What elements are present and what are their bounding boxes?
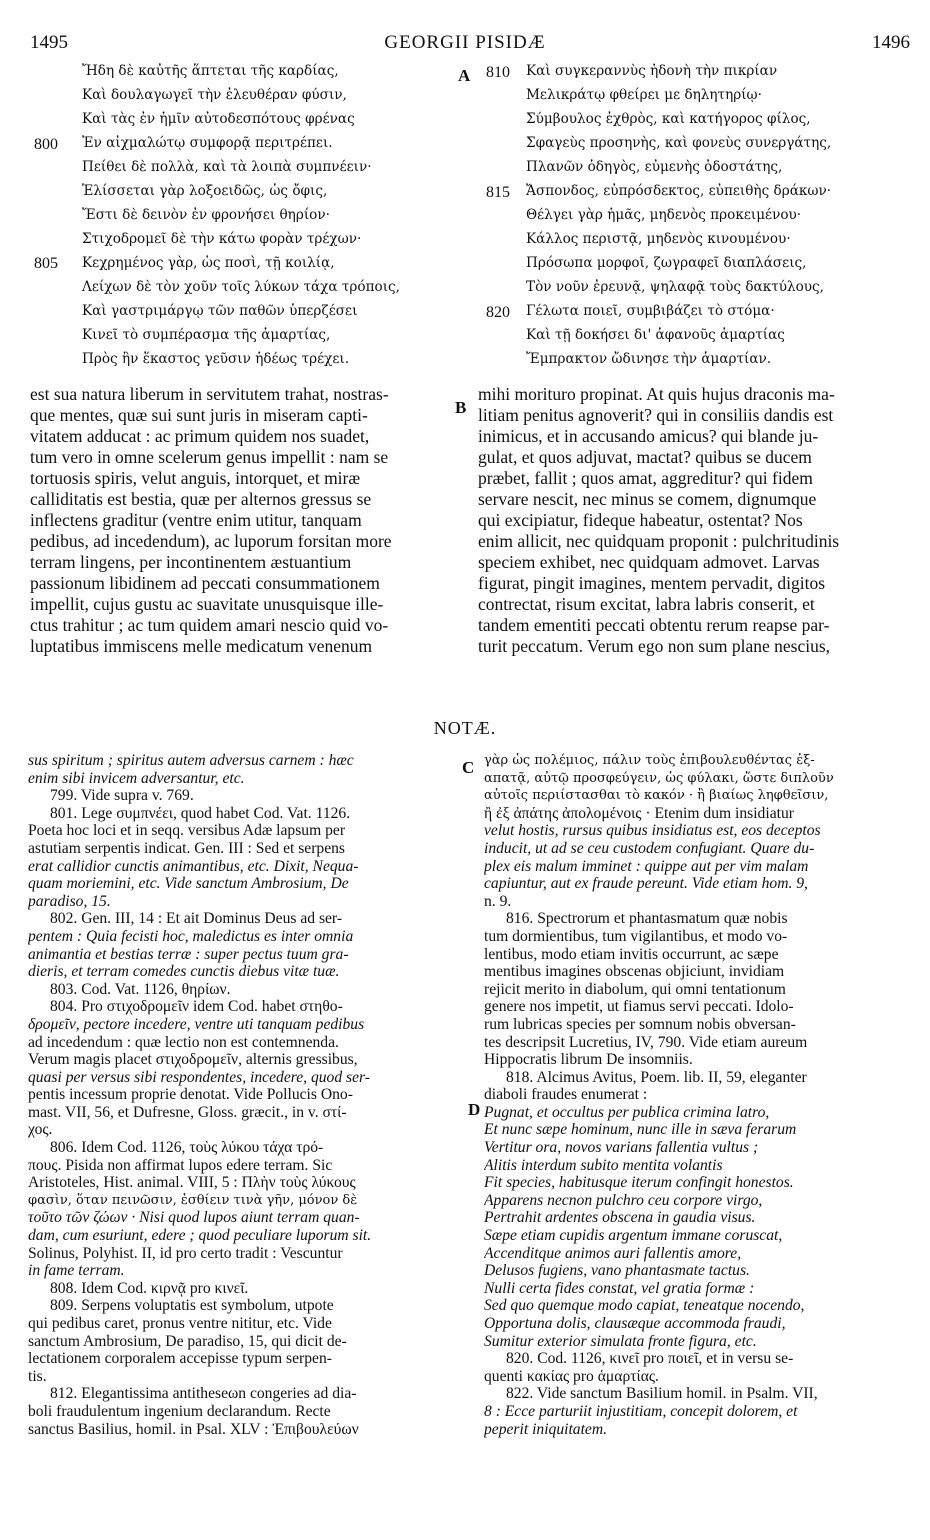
note-line: Poeta hoc loci et in seqq. versibus Adæ lapsum per — [28, 822, 346, 840]
greek-verse-line: Καὶ γαστριμάργῳ τῶν παθῶν ὑπερζέσει — [82, 303, 358, 319]
latin-line: tortuosis spiris, velut anguis, intorquet, et miræ — [30, 468, 361, 488]
greek-verse-line: Σφαγεὺς προσηνὴς, καὶ φονεὺς συνεργάτης, — [526, 135, 832, 151]
greek-verse-line: Ἄσπονδος, εὐπρόσδεκτος, εὐπειθὴς δράκων· — [526, 183, 832, 199]
note-line: Vertitur ora, novos varians fallentia vultus ; — [484, 1139, 759, 1157]
right-page-number: 1496 — [872, 32, 910, 53]
latin-line: turit peccatum. Verum ego non sum plane nescius, — [478, 636, 831, 656]
note-line: Solinus, Polyhist. II, id pro certo tradit : Vescuntur — [28, 1244, 343, 1262]
note-line: quenti κακίας pro ἁμαρτίας. — [484, 1367, 659, 1385]
note-line: 820. Cod. 1126, κινεῖ pro ποιεῖ, et in versu se- — [506, 1350, 794, 1368]
latin-line: tandem ementiti peccati obtentu rerum reapse par- — [478, 615, 830, 635]
latin-line: servare nescit, nec minus se comem, dignumque — [478, 489, 817, 509]
margin-mark-c: C — [462, 758, 475, 777]
note-line: sanctus Basilius, homil. in Psal. XLV : Ἐπιβουλεύων — [28, 1420, 359, 1438]
greek-verse-line: Πρὸς ἣν ἕκαστος γεῦσιν ἡδέως τρέχει. — [82, 351, 350, 367]
latin-line: speciem exhibet, nec quidquam admovet. Larvas — [478, 552, 820, 572]
notes-right-column — [484, 752, 902, 1438]
verse-number-800: 800 — [34, 136, 58, 153]
note-line: 802. Gen. III, 14 : Et ait Dominus Deus ad ser- — [50, 910, 343, 928]
note-line: 799. Vide supra v. 769. — [50, 787, 194, 805]
note-line: γὰρ ὡς πολέμιος, πάλιν τοὺς ἐπιβουλευθέντας ἐξ- — [484, 753, 815, 768]
latin-line: enim allicit, nec quidquam proponit : pulchritudinis — [478, 531, 840, 551]
latin-translation-right — [478, 384, 898, 657]
note-line: Et nunc sæpe hominum, nunc ille in sæva ferarum — [484, 1121, 797, 1139]
note-line: mast. VII, 56, et Dufresne, Gloss. græcit., in v. στί- — [28, 1103, 347, 1121]
note-line: peperit iniquitatem. — [484, 1420, 607, 1438]
note-line: pentem : Quia fecisti hoc, maledictus es inter omnia — [28, 927, 354, 945]
greek-verse-line: Στιχοδρομεῖ δὲ τὴν κάτω φορὰν τρέχων· — [82, 231, 362, 247]
note-line: plex eis malum imminet : quippe aut per vim malam — [484, 857, 809, 875]
greek-verse-line: Καὶ τῇ δοκήσει δι' ἀφανοῦς ἁμαρτίας — [526, 327, 785, 343]
notes-heading: NOTÆ. — [433, 718, 497, 738]
note-line: rejicit merito in diabolum, qui omni tentationum — [484, 980, 786, 998]
note-line: enim sibi invicem adversantur, etc. — [28, 769, 245, 787]
note-line: αὐτοῖς περιίστασθαι τὸ κακόν · ἢ βιαίως ληφθεῖσιν, — [484, 788, 829, 804]
greek-verse-line: Κάλλος περιστᾷ, μηδενὸς κινουμένου· — [526, 231, 791, 247]
note-line: quasi per versus sibi respondentes, incedere, quod ser- — [28, 1068, 370, 1086]
note-line: Opportuna dolis, clausæque accommoda fraudi, — [484, 1315, 786, 1332]
greek-verse-line: Λείχων δὲ τὸν χοῦν τοῖς λύκων τάχα τρόποις, — [82, 279, 400, 295]
latin-line: calliditatis est bestia, quæ per alternos gressus se — [30, 489, 372, 509]
note-line: Fit species, habitusque iterum confingit honestos. — [484, 1174, 794, 1192]
note-line: Pugnat, et occultus per publica crimina latro, — [484, 1103, 770, 1121]
note-line: velut hostis, rursus quibus insidiatus est, eos deceptos — [484, 822, 821, 840]
greek-verse-line: Πείθει δὲ πολλὰ, καὶ τὰ λοιπὰ συμπνέειν· — [82, 159, 372, 175]
note-line: mentibus imagines obscenas objiciunt, invidiam — [484, 963, 785, 981]
latin-line: qui excipiatur, fideque habeatur, ostentat? Nos — [478, 510, 803, 530]
note-line: sus spiritum ; spiritus autem adversus carnem : hæc — [28, 752, 354, 769]
note-line: animantia et bestias terræ : super pectus tuum gra- — [28, 945, 349, 963]
latin-line: litiam penitus agnoverit? qui in consiliis dandis est — [478, 405, 834, 425]
verse-number-805: 805 — [34, 255, 58, 272]
note-line: 808. Idem Cod. κιρνᾷ pro κινεῖ. — [50, 1279, 249, 1297]
note-line: ad incedendum : quæ lectio non est contemnenda. — [28, 1033, 339, 1051]
greek-verse-line: Ἔμπρακτον ὤδινησε τὴν ἁμαρτίαν. — [526, 351, 772, 367]
greek-verse-line: Πρόσωπα μορφοῖ, ζωγραφεῖ διαπλάσεις, — [526, 255, 807, 271]
latin-line: tum vero in omne scelerum genus impellit : nam se — [30, 447, 389, 467]
greek-verse-line: Ἑλίσσεται γὰρ λοξοειδῶς, ὡς ὄφις, — [82, 183, 328, 199]
greek-verse-line: Μελικράτῳ φθείρει με δηλητηρίῳ· — [526, 87, 762, 103]
note-line: Sæpe etiam cupidis argentum immane coruscat, — [484, 1227, 783, 1245]
note-line: Delusos fugiens, vano phantasmate tactus. — [484, 1262, 750, 1280]
latin-line: præbet, fallit ; quos amat, aggreditur? qui fidem — [478, 468, 813, 488]
note-line: 801. Lege συμπνέει, quod habet Cod. Vat. 1126. — [50, 804, 351, 822]
greek-verse-line: Ἐν αἰχμαλώτῳ συμφορᾷ περιτρέπει. — [82, 135, 333, 151]
latin-line: inflectens graditur (ventre enim utitur, tanquam — [30, 510, 362, 530]
greek-verse-line: Πλανῶν ὁδηγὸς, εὐμενὴς ὁδοστάτης, — [526, 159, 783, 175]
latin-line: mihi morituro propinat. At quis hujus draconis ma- — [478, 384, 835, 404]
left-page-number: 1495 — [30, 32, 68, 53]
latin-line: est sua natura liberum in servitutem trahat, nostras- — [30, 384, 389, 404]
margin-mark-a: A — [458, 66, 471, 85]
note-line: Sed quo quemque modo capiat, teneatque nocendo, — [484, 1297, 805, 1315]
note-line: 812. Elegantissima antitheseωn congeries ad dia- — [50, 1385, 357, 1403]
note-line: Hippocratis librum De insomniis. — [484, 1051, 693, 1069]
note-line: 803. Cod. Vat. 1126, θηρίων. — [50, 980, 231, 998]
note-line: 804. Pro στιχοδρομεῖν idem Cod. habet στηθο- — [50, 998, 343, 1016]
latin-line: inimicus, et in accusando amicus? qui blande ju- — [478, 426, 819, 446]
note-line: qui pedibus caret, pronus ventre nititur, etc. Vide — [28, 1315, 332, 1332]
note-line: 822. Vide sanctum Basilium homil. in Psalm. VII, — [506, 1385, 818, 1403]
note-line: Pertrahit ardentes obscena in gaudia visus. — [484, 1209, 756, 1227]
note-line: ἢ ἐξ ἀπάτης ἀπολομένοις · Etenim dum insidiatur — [484, 804, 794, 822]
greek-verse-line: Γέλωτα ποιεῖ, συμβιβάζει τὸ στόμα· — [526, 303, 775, 319]
greek-verse-line: Ἤδη δὲ καὐτῆς ἅπτεται τῆς καρδίας, — [82, 63, 339, 79]
latin-translation-left — [30, 384, 458, 657]
latin-line: ctus trahitur ; ac tum quidem amari nescio quid vo- — [30, 615, 389, 635]
note-line: Alitis interdum subito mentita volantis — [484, 1156, 723, 1174]
note-line: 816. Spectrorum et phantasmatum quæ nobis — [506, 910, 788, 928]
note-line: lentibus, modo etiam invitis occurrunt, ac sæpe — [484, 945, 779, 963]
note-line: Sumitur exterior simulata fronte figura, etc. — [484, 1332, 757, 1350]
verse-number-815: 815 — [486, 184, 510, 201]
margin-mark-d: D — [468, 1100, 481, 1119]
note-line: capiuntur, aut ex fraude pereunt. Vide etiam hom. 9, — [484, 875, 808, 893]
note-line: n. 9. — [484, 892, 512, 910]
latin-line: vitatem adducat : ac primum quidem nos suadet, — [30, 426, 370, 446]
latin-line: figurat, pingit imagines, mentem pervadit, digitos — [478, 573, 826, 593]
verse-number-810: 810 — [486, 64, 510, 81]
note-line: απατᾷ, αὐτῷ προσφεύγειν, ὡς φύλακι, ὥστε διπλοῦν — [484, 770, 834, 786]
note-line: dieris, et terram comedes cunctis diebus vitæ tuæ. — [28, 963, 340, 981]
note-line: paradiso, 15. — [28, 892, 111, 910]
note-line: Nulli certa fides constat, vel gratia formæ : — [484, 1279, 755, 1297]
note-line: boli fraudulentum ingenium declarandum. Recte — [28, 1402, 331, 1420]
latin-line: luptatibus immiscens melle medicatum venenum — [30, 636, 373, 656]
latin-line: pedibus, ad incedendum), ac luporum forsitan more — [30, 531, 392, 551]
latin-line: passionum libidinem ad peccati consummationem — [30, 573, 380, 593]
greek-verse-line: Καὶ συγκεραννὺς ἡδονὴ τὴν πικρίαν — [526, 63, 778, 79]
greek-verse-line: Καὶ δουλαγωγεῖ τὴν ἐλευθέραν φύσιν, — [82, 87, 347, 103]
note-line: dam, cum esuriunt, edere ; quod peculiare luporum sit. — [28, 1227, 372, 1245]
note-line: tum dormientibus, tum vigilantibus, et modo vo- — [484, 927, 788, 945]
note-line: τοῦτο τῶν ζώων · Nisi quod lupos aiunt terram quan- — [28, 1209, 360, 1227]
note-line: lectationem corporalem accepisse typum serpen- — [28, 1350, 332, 1368]
note-line: χος. — [28, 1121, 53, 1139]
note-line: rum lubricas species per somnum nobis obversan- — [484, 1015, 796, 1033]
note-line: 806. Idem Cod. 1126, τοὺς λύκου τάχα τρό- — [50, 1139, 324, 1157]
latin-line: que mentes, quæ sui sunt juris in miseram capti- — [30, 405, 368, 425]
note-line: tis. — [28, 1367, 47, 1385]
verse-number-820: 820 — [486, 304, 510, 321]
note-line: erat callidior cunctis animantibus, etc. Dixit, Nequa- — [28, 857, 359, 875]
note-line: quam moriemini, etc. Vide sanctum Ambrosium, De — [28, 875, 349, 893]
note-line: Accenditque animos auri fallentis amore, — [484, 1244, 742, 1262]
note-line: pentis incessum proprie denotat. Vide Pollucis Ono- — [28, 1086, 353, 1104]
greek-verse-line: Ἔστι δὲ δεινὸν ἐν φρονήσει θηρίον· — [82, 207, 330, 223]
notes-left-column — [28, 752, 460, 1438]
margin-mark-b: B — [455, 398, 467, 417]
note-line: δρομεῖν, pectore incedere, ventre uti tanquam pedibus — [28, 1015, 365, 1033]
greek-verse-line: Καὶ τὰς ἐν ἡμῖν αὐτοδεσπότους φρένας — [82, 111, 355, 127]
latin-line: gulat, et quos adjuvat, mactat? quibus se ducem — [478, 447, 812, 467]
greek-verse-line: Τὸν νοῦν ἐρευνᾷ, ψηλαφᾷ τοὺς δακτύλους, — [526, 279, 824, 295]
note-line: 8 : Ecce parturiit injustitiam, concepit dolorem, et — [484, 1402, 798, 1420]
greek-verse-line: Κεχρημένος γὰρ, ὡς ποσὶ, τῇ κοιλίᾳ, — [82, 255, 335, 271]
greek-verse-line: Θέλγει γὰρ ἡμᾶς, μηδενὸς προκειμένου· — [526, 207, 802, 223]
note-line: 818. Alcimus Avitus, Poem. lib. II, 59, eleganter — [506, 1068, 807, 1086]
note-line: 809. Serpens voluptatis est symbolum, utpote — [50, 1297, 334, 1315]
latin-line: impellit, cujus gustu ac suavitate unusquisque ille- — [30, 594, 384, 614]
note-line: sanctum Ambrosium, De paradiso, 15, qui dicit de- — [28, 1332, 347, 1350]
greek-verse-line: Σύμβουλος ἐχθρὸς, καὶ κατήγορος φίλος, — [526, 111, 811, 127]
note-line: astutiam serpentis indicat. Gen. III : Sed et serpens — [28, 839, 345, 857]
note-line: πους. Pisida non affirmat lupos edere terram. Sic — [28, 1156, 333, 1174]
note-line: Verum magis placet στιχοδρομεῖν, alternis gressibus, — [28, 1051, 358, 1069]
note-line: φασὶν, ὅταν πεινῶσιν, ἐσθίειν τινὰ γῆν, μόνον δὲ — [28, 1192, 358, 1208]
note-line: inducit, ut ad se ceu custodem confugiant. Quare du- — [484, 839, 815, 857]
latin-line: terram lingens, per incontinentem æstuantium — [30, 552, 352, 572]
note-line: genere nos impetit, ut fiamus servi peccati. Idolo- — [484, 998, 794, 1016]
note-line: diaboli fraudes enumerat : — [484, 1086, 648, 1104]
note-line: tes descripsit Lucretius, IV, 790. Vide etiam aureum — [484, 1033, 808, 1051]
greek-verse-line: Κινεῖ τὸ συμπέρασμα τῆς ἁμαρτίας, — [82, 327, 331, 343]
latin-line: contrectat, risum excitat, labra labris conserit, et — [478, 594, 815, 614]
note-line: Aristoteles, Hist. animal. VIII, 5 : Πλὴν τοὺς λύκους — [28, 1174, 356, 1192]
note-line: in fame terram. — [28, 1262, 125, 1280]
running-title: GEORGII PISIDÆ — [384, 32, 546, 53]
note-line: Apparens necnon pulchro ceu corpore virgo, — [484, 1191, 763, 1209]
